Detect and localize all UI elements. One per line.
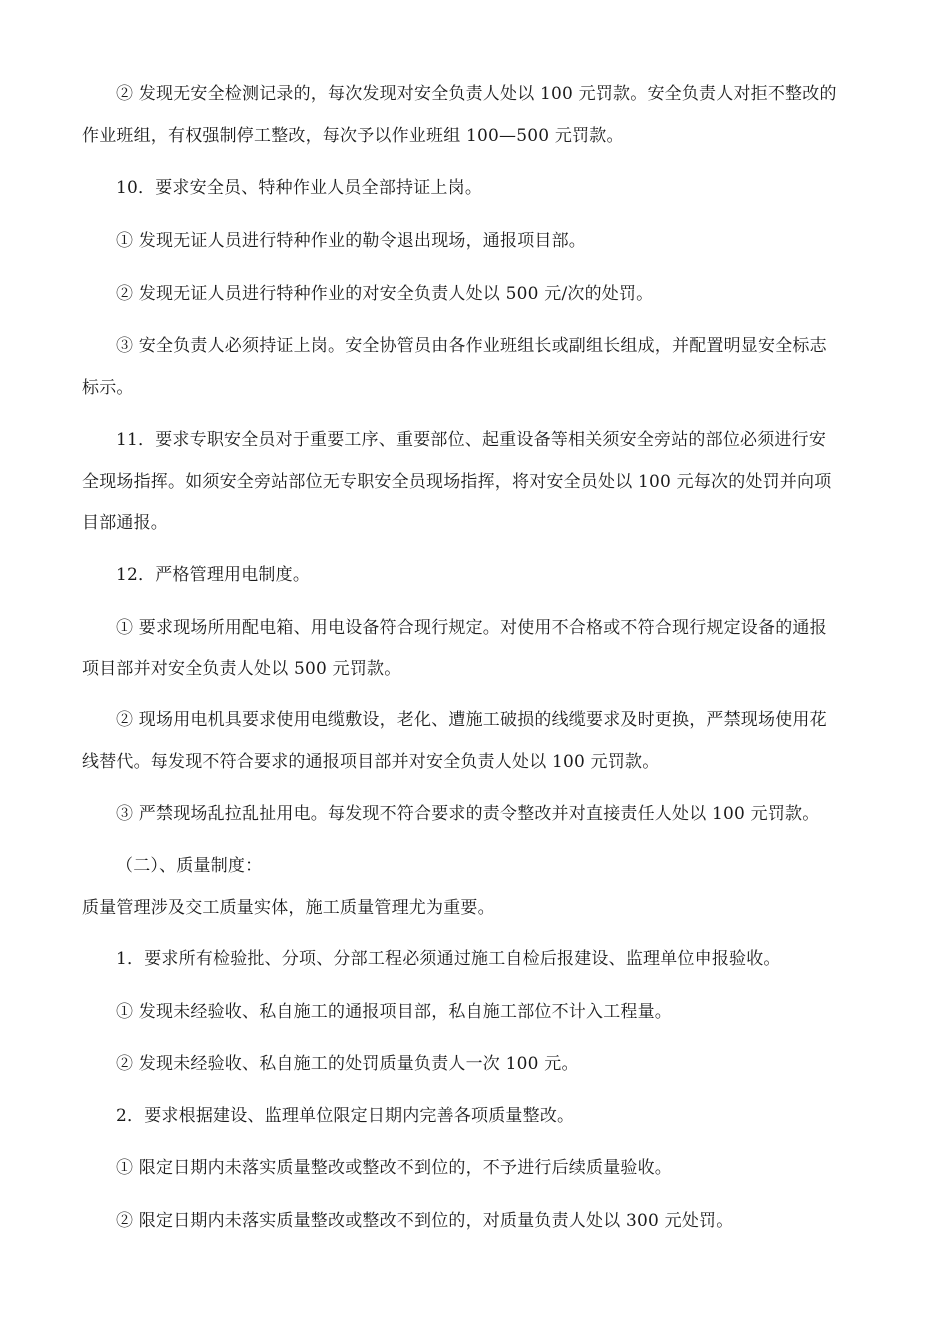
paragraph-line: ② 发现无证人员进行特种作业的对安全负责人处以 500 元/次的处罚。	[116, 284, 654, 304]
paragraph-line: 目部通报。	[82, 513, 168, 533]
paragraph-line: ② 发现未经验收、私自施工的处罚质量负责人一次 100 元。	[116, 1054, 579, 1074]
paragraph-line: ② 现场用电机具要求使用电缆敷设，老化、遭施工破损的线缆要求及时更换，严禁现场使用花	[116, 710, 827, 730]
item-heading: 2．要求根据建设、监理单位限定日期内完善各项质量整改。	[116, 1106, 575, 1126]
paragraph-line: 质量管理涉及交工质量实体，施工质量管理尤为重要。	[82, 898, 495, 918]
paragraph-line: ① 要求现场所用配电箱、用电设备符合现行规定。对使用不合格或不符合现行规定设备的通报	[116, 618, 827, 638]
paragraph-line: 作业班组，有权强制停工整改，每次予以作业班组 100—500 元罚款。	[82, 126, 624, 146]
paragraph-line: ① 发现无证人员进行特种作业的勒令退出现场，通报项目部。	[116, 231, 587, 251]
paragraph-line: ② 限定日期内未落实质量整改或整改不到位的，对质量负责人处以 300 元处罚。	[116, 1211, 734, 1231]
section-heading: （二）、质量制度：	[116, 856, 263, 876]
paragraph-line: ③ 严禁现场乱拉乱扯用电。每发现不符合要求的责令整改并对直接责任人处以 100 元罚款。	[116, 804, 820, 824]
paragraph-line: 标示。	[82, 378, 134, 398]
paragraph-line: 线替代。每发现不符合要求的通报项目部并对安全负责人处以 100 元罚款。	[82, 752, 660, 772]
item-heading: 11．要求专职安全员对于重要工序、重要部位、起重设备等相关须安全旁站的部位必须进行安	[116, 430, 827, 450]
item-heading: 1．要求所有检验批、分项、分部工程必须通过施工自检后报建设、监理单位申报验收。	[116, 949, 781, 969]
paragraph-line: ③ 安全负责人必须持证上岗。安全协管员由各作业班组长或副组长组成，并配置明显安全标志	[116, 336, 827, 356]
item-heading: 12．严格管理用电制度。	[116, 565, 311, 585]
item-heading: 10．要求安全员、特种作业人员全部持证上岗。	[116, 178, 483, 198]
paragraph-line: ① 发现未经验收、私自施工的通报项目部，私自施工部位不计入工程量。	[116, 1002, 673, 1022]
paragraph-line: 项目部并对安全负责人处以 500 元罚款。	[82, 659, 402, 679]
paragraph-line: ② 发现无安全检测记录的，每次发现对安全负责人处以 100 元罚款。安全负责人对拒不整改的	[116, 84, 837, 104]
paragraph-line: 全现场指挥。如须安全旁站部位无专职安全员现场指挥，将对安全员处以 100 元每次的处罚并向项	[82, 472, 832, 492]
paragraph-line: ① 限定日期内未落实质量整改或整改不到位的，不予进行后续质量验收。	[116, 1158, 673, 1178]
